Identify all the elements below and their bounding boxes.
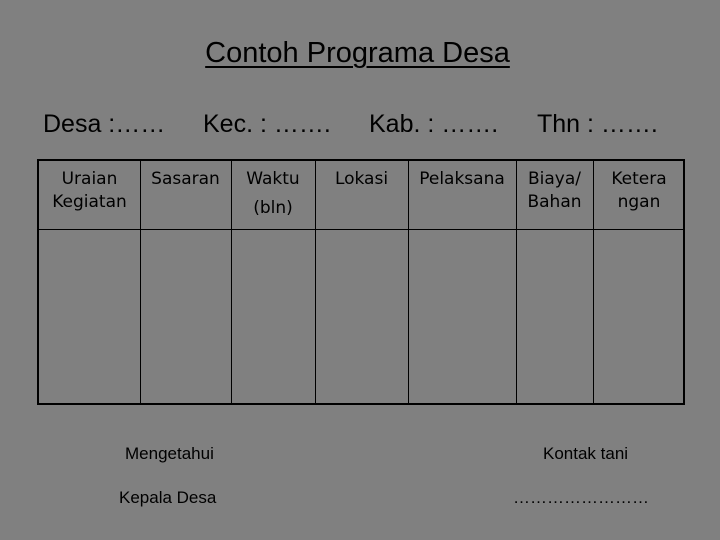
signature-dots: …………………… (513, 488, 649, 507)
header-line: Lokasi (334, 169, 389, 189)
kepala-desa-label: Kepala Desa (119, 488, 217, 507)
column-header-biaya-bahan (516, 168, 593, 214)
column-header-lokasi (315, 168, 408, 191)
document-title: Contoh Programa Desa (205, 37, 510, 69)
header-line: Ketera (611, 169, 667, 189)
header-line: Bahan (527, 192, 582, 212)
column-header-uraian-kegiatan (39, 168, 140, 214)
tahun-field: Thn : ……. (537, 110, 658, 138)
column-divider (140, 161, 141, 403)
kontak-tani-label: Kontak tani (543, 444, 629, 463)
program-table (37, 159, 685, 405)
header-line: Kegiatan (52, 192, 127, 212)
column-header-waktu (231, 168, 315, 220)
header-line: Biaya/ (527, 169, 581, 189)
column-header-sasaran (140, 168, 231, 191)
header-line: Pelaksana (419, 169, 505, 189)
header-line: Waktu (246, 169, 300, 189)
column-header-pelaksana (408, 168, 516, 191)
column-divider (408, 161, 409, 403)
column-divider (315, 161, 316, 403)
header-line: Uraian (61, 169, 118, 189)
header-line: (bln) (253, 198, 293, 218)
header-line: Sasaran (151, 169, 220, 189)
kecamatan-field: Kec. : ……. (203, 110, 331, 138)
column-header-keterangan (593, 168, 685, 214)
table-header-divider (39, 229, 683, 230)
desa-field: Desa :…… (43, 110, 166, 138)
kabupaten-field: Kab. : ……. (369, 110, 499, 138)
header-line: ngan (617, 192, 661, 212)
mengetahui-label: Mengetahui (125, 444, 214, 463)
